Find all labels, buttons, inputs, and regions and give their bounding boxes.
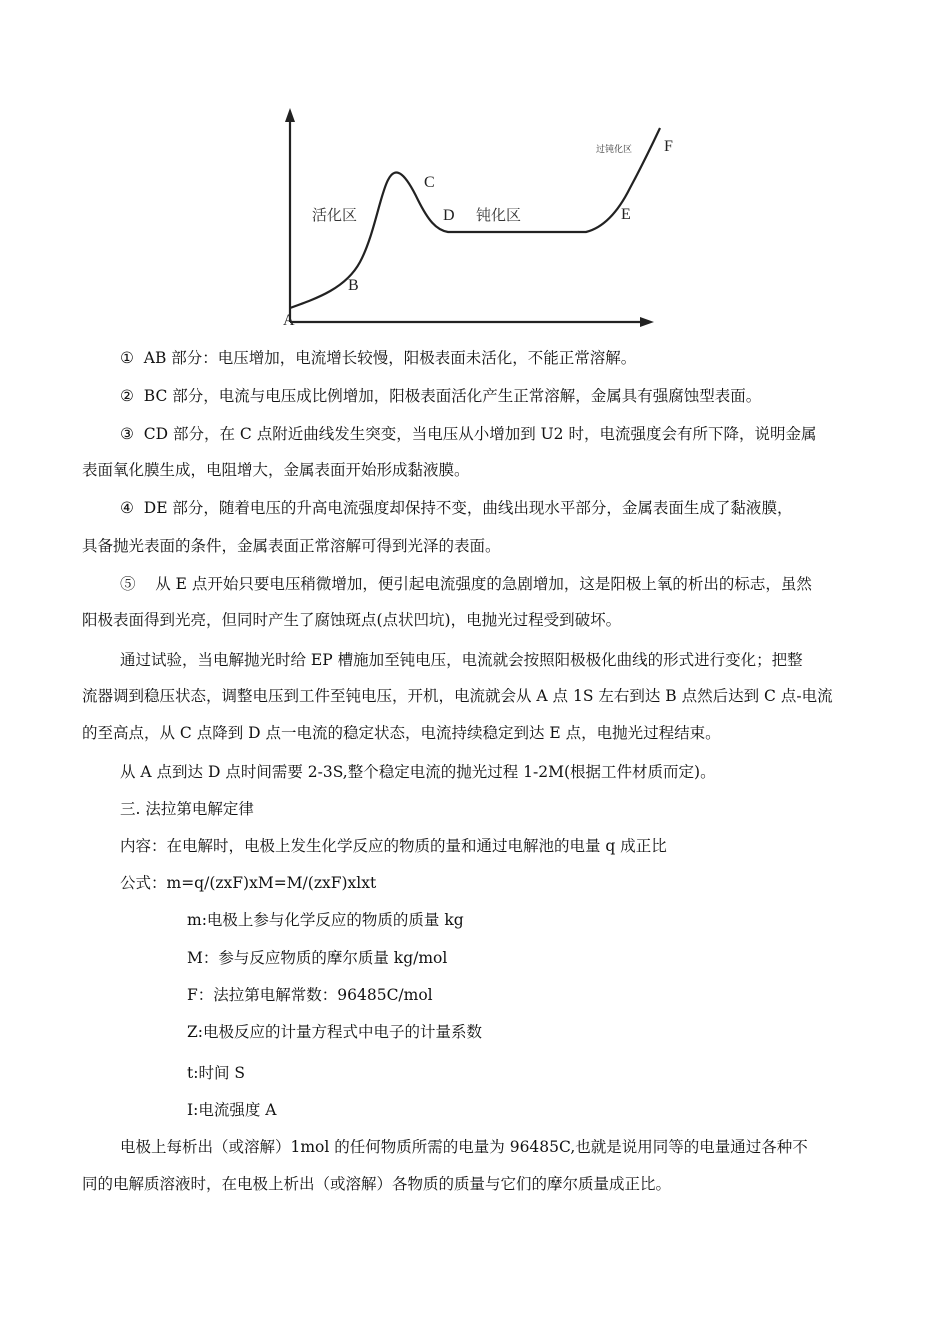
label-point-c: C bbox=[424, 174, 435, 191]
item-3-line-1: CD 部分，在 C 点附近曲线发生突变，当电压从小增加到 U2 时，电流强度会有所下降，说明金属 bbox=[143, 425, 817, 443]
y-axis-arrow bbox=[285, 108, 295, 122]
item-3-number: ③ bbox=[120, 425, 134, 443]
var-M-molar-mass: M：参与反应物质的摩尔质量 kg/mol bbox=[187, 949, 448, 967]
item-3-line-2: 表面氧化膜生成，电阻增大，金属表面开始形成黏液膜。 bbox=[82, 461, 470, 479]
item-2 bbox=[120, 386, 761, 406]
label-point-e: E bbox=[621, 206, 631, 223]
item-4 bbox=[120, 498, 792, 518]
item-5-number: ⑤ bbox=[120, 575, 136, 593]
item-4-line-2: 具备抛光表面的条件，金属表面正常溶解可得到光泽的表面。 bbox=[82, 537, 501, 555]
item-4-line-1: DE 部分，随着电压的升高电流强度却保持不变，曲线出现水平部分，金属表面生成了黏液膜， bbox=[143, 499, 793, 517]
var-Z-coefficient: Z:电极反应的计量方程式中电子的计量系数 bbox=[187, 1023, 482, 1041]
section-heading: 三. 法拉第电解定律 bbox=[120, 800, 254, 818]
closing-line-2: 同的电解质溶液时，在电极上析出（或溶解）各物质的质量与它们的摩尔质量成正比。 bbox=[82, 1175, 672, 1193]
item-3 bbox=[120, 424, 816, 444]
time-line: 从 A 点到达 D 点时间需要 2-3S,整个稳定电流的抛光过程 1-2M(根据工件材质而定)。 bbox=[120, 763, 716, 781]
var-t-time: t:时间 S bbox=[187, 1064, 245, 1082]
section-content: 内容：在电解时，电极上发生化学反应的物质的量和通过电解池的电量 q 成正比 bbox=[120, 837, 667, 855]
test-paragraph-line-1: 通过试验，当电解抛光时给 EP 槽施加至钝电压，电流就会按照阳极极化曲线的形式进行变化；把整 bbox=[120, 651, 803, 669]
var-F-faraday: F：法拉第电解常数：96485C/mol bbox=[187, 986, 433, 1004]
item-2-number: ② bbox=[120, 387, 134, 405]
test-paragraph-line-2: 流器调到稳压状态，调整电压到工件至钝电压，开机，电流就会从 A 点 1S 左右到达 B 点然后达到 C 点-电流 bbox=[82, 687, 833, 705]
label-point-a: A bbox=[283, 312, 295, 329]
polarization-curve-figure bbox=[270, 100, 673, 335]
label-active-region: 活化区 bbox=[312, 206, 358, 224]
label-passive-region: 钝化区 bbox=[476, 206, 522, 224]
var-I-current: I:电流强度 A bbox=[187, 1101, 277, 1119]
section-formula: 公式：m=q/(zxF)xM=M/(zxF)xlxt bbox=[120, 874, 377, 892]
var-m-mass: m:电极上参与化学反应的物质的质量 kg bbox=[187, 911, 464, 929]
item-5-line-2: 阳极表面得到光亮，但同时产生了腐蚀斑点(点状凹坑)，电抛光过程受到破坏。 bbox=[82, 611, 622, 629]
item-1-line-1: AB 部分：电压增加，电流增长较慢，阳极表面未活化，不能正常溶解。 bbox=[143, 349, 637, 367]
polarization-curve-svg bbox=[270, 100, 673, 335]
label-point-b: B bbox=[348, 277, 359, 294]
label-over-passive-region: 过钝化区 bbox=[596, 145, 633, 155]
item-5-line-1: 从 E 点开始只要电压稍微增加，便引起电流强度的急剧增加，这是阳极上氧的析出的标志，虽然 bbox=[155, 575, 812, 593]
closing-line-1: 电极上每析出（或溶解）1mol 的任何物质所需的电量为 96485C,也就是说用同等的电量通过各种不 bbox=[120, 1138, 808, 1156]
x-axis-arrow bbox=[640, 317, 654, 327]
item-4-number: ④ bbox=[120, 499, 134, 517]
item-1-number: ① bbox=[120, 349, 134, 367]
item-2-line-1: BC 部分，电流与电压成比例增加，阳极表面活化产生正常溶解，金属具有强腐蚀型表面。 bbox=[143, 387, 762, 405]
label-point-d: D bbox=[443, 207, 455, 224]
item-5 bbox=[120, 574, 812, 594]
label-point-f: F bbox=[664, 138, 673, 155]
test-paragraph-line-3: 的至高点，从 C 点降到 D 点一电流的稳定状态，电流持续稳定到达 E 点，电抛光过程结束。 bbox=[82, 724, 721, 742]
item-1 bbox=[120, 348, 636, 368]
